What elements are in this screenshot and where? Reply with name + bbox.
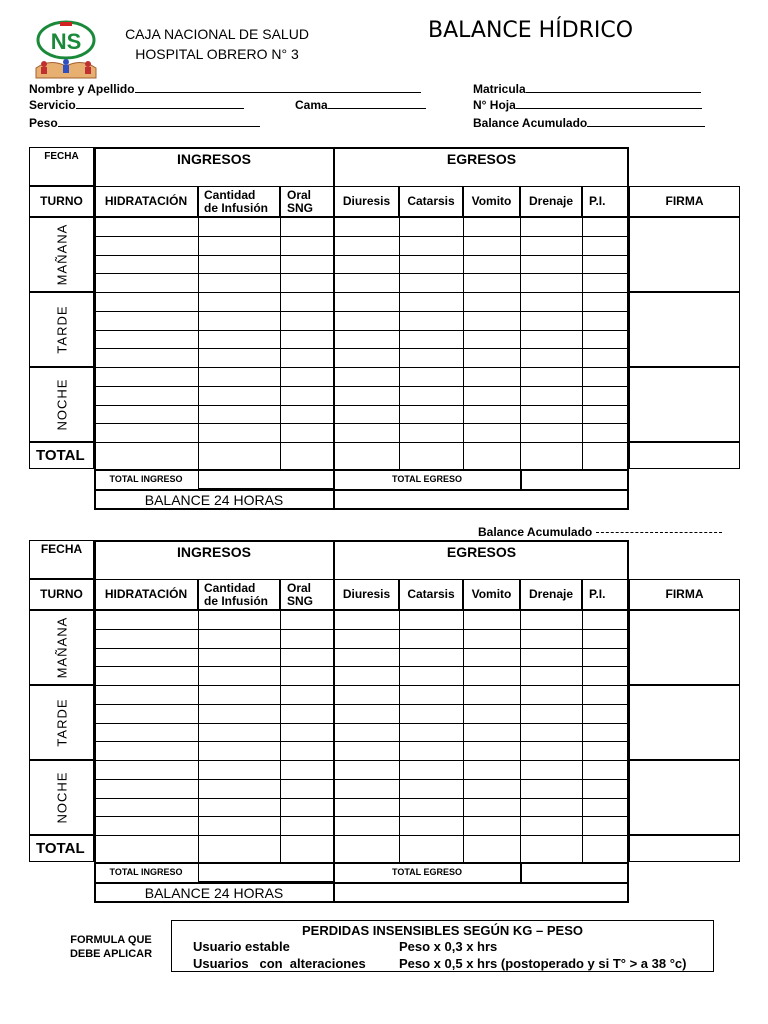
t1-cantidad-line1: Cantidad [204,187,256,202]
t1-te-div [520,469,522,489]
matricula-label: Matricula [473,82,526,96]
hospital-name: HOSPITAL OBRERO N° 3 [135,46,299,62]
t1-turno-header: TURNO [29,186,94,217]
t1-total-firma-cell[interactable] [629,442,740,469]
balance-acumulado-2 [478,525,722,539]
t1-drenaje-header: Drenaje [520,186,582,217]
peso-label: Peso [29,116,58,130]
logo-text: NS [50,29,82,54]
t1-firma-header: FIRMA [629,186,740,217]
t2-noche-firma-cell[interactable] [629,760,740,835]
t1-manana-firma-cell[interactable] [629,217,740,292]
t2-cantidad-line2: de Infusión [204,593,268,608]
t1-ingresos-header: INGRESOS [177,150,251,167]
servicio-label: Servicio [29,98,76,112]
t1-cantidad-line2: de Infusión [204,200,268,215]
t2-vomito-header: Vomito [463,579,520,610]
t1-divider-main [333,147,335,510]
t1-total-label: TOTAL [29,442,94,469]
t1-oral-line1: Oral [287,187,312,202]
t2-ingresos-egresos-block [94,540,629,903]
t1-hidratacion-header: HIDRATACIÓN [94,186,198,217]
t2-egresos-header: EGRESOS [446,543,517,560]
formula-label [52,933,170,961]
t1-noche-firma-cell[interactable] [629,367,740,442]
t2-te-div [520,862,522,882]
formula-line1: FORMULA QUE [70,934,152,946]
balance-acumulado-label: Balance Acumulado [473,116,588,130]
usuario-estable-label: Usuario estable [193,939,290,954]
t1-tarde-label: TARDE [54,304,69,354]
t1-tarde-firma-cell[interactable] [629,292,740,367]
t1-ingresos-egresos-block [94,147,629,510]
page-title: BALANCE HÍDRICO [428,18,634,43]
hoja-label: N° Hoja [473,98,516,112]
t2-total-ingreso-value[interactable] [198,863,334,882]
t1-noche-label: NOCHE [54,378,69,430]
nombre-field[interactable] [29,82,421,96]
t2-oral-line1: Oral [287,580,312,595]
institution-name: CAJA NACIONAL DE SALUD [125,26,309,42]
t2-pi-header: P.I. [582,579,629,610]
t2-total-firma-cell[interactable] [629,835,740,862]
t1-vomito-header: Vomito [463,186,520,217]
cama-field[interactable] [295,98,426,112]
t2-oral-line2: SNG [287,593,314,608]
t2-noche-label: NOCHE [54,771,69,823]
matricula-field[interactable] [473,82,701,96]
t1-diuresis-header: Diuresis [334,186,399,217]
servicio-field[interactable] [29,98,244,112]
t1-egresos-header: EGRESOS [446,150,517,167]
perdidas-title: PERDIDAS INSENSIBLES SEGÚN KG – PESO [301,923,583,938]
hoja-field[interactable] [473,98,702,112]
t1-total-ingreso-label: TOTAL INGRESO [109,474,183,484]
t2-firma-header: FIRMA [629,579,740,610]
t2-divider-main [333,540,335,903]
t2-manana-firma-cell[interactable] [629,610,740,685]
usuarios-alteraciones-label: Usuarios con alteraciones [193,956,366,971]
t2-balance-24-label: BALANCE 24 HORAS [144,884,284,901]
t2-cantidad-line1: Cantidad [204,580,256,595]
balance-acumulado-2-label: Balance Acumulado [478,525,593,539]
hands-people-logo [30,18,102,82]
t1-pi-header: P.I. [582,186,629,217]
nombre-label: Nombre y Apellido [29,82,135,96]
t2-total-egreso-label: TOTAL EGRESO [391,867,462,877]
t2-manana-label: MAÑANA [54,616,69,678]
usuarios-alteraciones-formula: Peso x 0,5 x hrs (postoperado y si T° > a 38 °c) [399,956,687,971]
t2-hidratacion-header: HIDRATACIÓN [94,579,198,610]
formula-line2: DEBE APLICAR [69,948,153,960]
t1-total-ingreso-value[interactable] [198,470,334,489]
perdidas-box [171,920,714,972]
t2-total-label: TOTAL [29,835,94,862]
usuario-estable-formula: Peso x 0,3 x hrs [399,939,498,954]
t2-drenaje-header: Drenaje [520,579,582,610]
t2-tarde-label: TARDE [54,697,69,747]
cama-label: Cama [295,98,328,112]
t1-total-egreso-label: TOTAL EGRESO [391,474,462,484]
t2-total-ingreso-label: TOTAL INGRESO [109,867,183,877]
t1-balance-24-label: BALANCE 24 HORAS [144,491,284,508]
t2-turno-header: TURNO [29,579,94,610]
t2-catarsis-header: Catarsis [399,579,463,610]
t1-fecha-label: FECHA [44,150,79,162]
t1-oral-line2: SNG [287,200,314,215]
t2-diuresis-header: Diuresis [334,579,399,610]
t2-tarde-firma-cell[interactable] [629,685,740,760]
balance-acumulado-field[interactable] [473,116,705,130]
t2-fecha-label: FECHA [40,541,83,556]
t2-ingresos-header: INGRESOS [177,543,251,560]
peso-field[interactable] [29,116,260,130]
t1-manana-label: MAÑANA [54,223,69,285]
t1-catarsis-header: Catarsis [399,186,463,217]
